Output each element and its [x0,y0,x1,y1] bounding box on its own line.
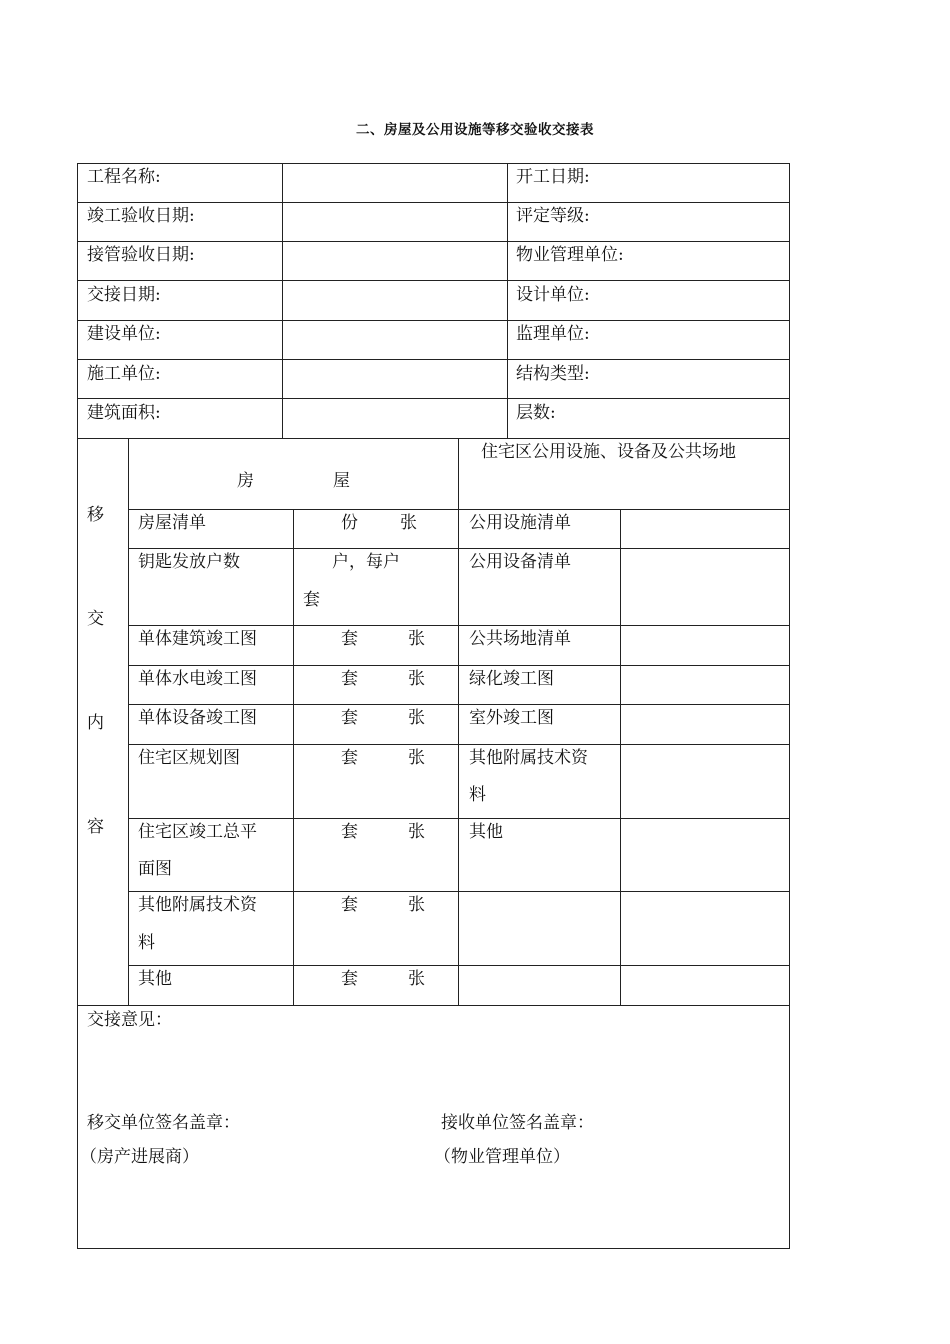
page-title: 二、房屋及公用设施等移交验收交接表 [356,122,594,138]
house-item-name: 其他 [138,969,172,989]
house-item-qty: 张 [408,895,425,915]
facility-item-name: 公共场地清单 [469,629,571,649]
facility-item-name: 其他 [469,822,503,842]
floor-count-label: 层数: [516,403,556,423]
house-item-qty: 套 [341,708,358,728]
house-item-name: 钥匙发放户数 [138,552,240,572]
house-item-qty: 张 [400,513,417,533]
row-divider [77,202,790,203]
transfer-unit-party: （房产进展商） [80,1147,199,1167]
side-label-char: 移 [87,505,104,525]
column-divider [620,509,621,1005]
structure-type-label: 结构类型: [516,364,590,384]
row-divider [77,1005,790,1006]
row-divider [77,438,790,439]
house-item-name: 单体水电竣工图 [138,669,257,689]
project-name-label: 工程名称: [87,167,161,187]
house-item-qty: 张 [408,822,425,842]
facility-item-name: 室外竣工图 [469,708,554,728]
row-divider [128,891,790,892]
transfer-unit-signature-label: 移交单位签名盖章： [87,1113,240,1133]
house-item-qty: 套 [303,590,320,610]
property-management-unit-label: 物业管理单位: [516,245,624,265]
row-divider [128,625,790,626]
handover-date-label: 交接日期: [87,285,161,305]
quality-grade-label: 评定等级: [516,206,590,226]
house-header-char: 屋 [333,471,350,491]
house-item-qty: 张 [408,969,425,989]
start-date-label: 开工日期: [516,167,590,187]
row-divider [128,965,790,966]
house-item-qty: 户，每户 [332,552,400,572]
table-border-right [789,163,790,1249]
column-divider [507,163,508,439]
row-divider [128,509,790,510]
house-item-name: 料 [138,933,155,953]
house-header-char: 房 [237,471,254,491]
construction-owner-label: 建设单位: [87,324,161,344]
takeover-acceptance-date-label: 接管验收日期: [87,245,195,265]
column-divider [293,509,294,1005]
side-label-char: 交 [87,609,104,629]
completion-acceptance-date-label: 竣工验收日期: [87,206,195,226]
facility-header: 住宅区公用设施、设备及公共场地 [481,442,736,462]
column-divider [282,163,283,439]
row-divider [77,280,790,281]
house-item-name: 单体建筑竣工图 [138,629,257,649]
row-divider [77,398,790,399]
side-label-char: 内 [87,713,104,733]
house-item-qty: 套 [341,748,358,768]
row-divider [77,359,790,360]
house-item-qty: 张 [408,629,425,649]
design-unit-label: 设计单位: [516,285,590,305]
facility-item-name: 绿化竣工图 [469,669,554,689]
house-item-qty: 套 [341,822,358,842]
receive-unit-signature-label: 接收单位签名盖章： [441,1113,594,1133]
receive-unit-party: （物业管理单位） [434,1147,570,1167]
side-label-char: 容 [87,817,104,837]
house-item-name: 其他附属技术资 [138,895,257,915]
row-divider [128,818,790,819]
row-divider [128,744,790,745]
column-divider [128,438,129,1005]
house-item-qty: 份 [341,513,358,533]
facility-item-name: 公用设施清单 [469,513,571,533]
column-divider [458,438,459,1005]
building-area-label: 建筑面积: [87,403,161,423]
row-divider [77,241,790,242]
row-divider [128,704,790,705]
house-item-qty: 张 [408,748,425,768]
house-item-name: 住宅区竣工总平 [138,822,257,842]
house-item-name: 住宅区规划图 [138,748,240,768]
house-item-qty: 张 [408,708,425,728]
house-item-qty: 套 [341,895,358,915]
house-item-qty: 套 [341,669,358,689]
house-item-name: 面图 [138,859,172,879]
house-item-name: 单体设备竣工图 [138,708,257,728]
handover-opinion-label: 交接意见： [87,1010,172,1030]
table-border-top [77,163,790,164]
house-item-qty: 张 [408,669,425,689]
facility-item-name: 其他附属技术资 [469,748,588,768]
row-divider [128,548,790,549]
supervision-unit-label: 监理单位: [516,324,590,344]
facility-item-name: 料 [469,785,486,805]
row-divider [128,665,790,666]
contractor-label: 施工单位: [87,364,161,384]
table-border-bottom [77,1248,790,1249]
house-item-qty: 套 [341,629,358,649]
house-item-qty: 套 [341,969,358,989]
row-divider [77,320,790,321]
table-border-left [77,163,78,1249]
facility-item-name: 公用设备清单 [469,552,571,572]
house-item-name: 房屋清单 [138,513,206,533]
